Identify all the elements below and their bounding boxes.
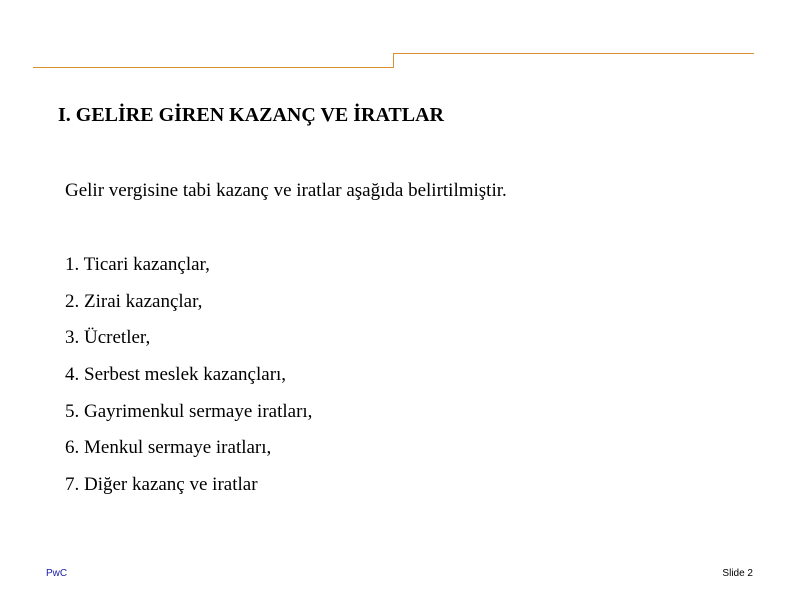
- list-item: 5. Gayrimenkul sermaye iratları,: [65, 400, 313, 422]
- slide-title: I. GELİRE GİREN KAZANÇ VE İRATLAR: [58, 104, 444, 126]
- header-rule-left: [33, 67, 394, 68]
- income-type-list: [65, 254, 312, 511]
- list-item: 2. Zirai kazançlar,: [65, 290, 203, 312]
- header-rule-step: [393, 53, 394, 68]
- list-item: 6. Menkul sermaye iratları,: [65, 437, 272, 459]
- list-item: 7. Diğer kazanç ve iratlar: [65, 474, 258, 496]
- header-rule-right: [393, 53, 754, 54]
- intro-text: Gelir vergisine tabi kazanç ve iratlar aşağıda belirtilmiştir.: [65, 180, 507, 201]
- slide-number: Slide 2: [722, 568, 753, 579]
- list-item: 4. Serbest meslek kazançları,: [65, 364, 287, 386]
- list-item: 3. Ücretler,: [65, 327, 151, 349]
- list-item: 1. Ticari kazançlar,: [65, 254, 210, 275]
- footer-logo: PwC: [46, 568, 68, 579]
